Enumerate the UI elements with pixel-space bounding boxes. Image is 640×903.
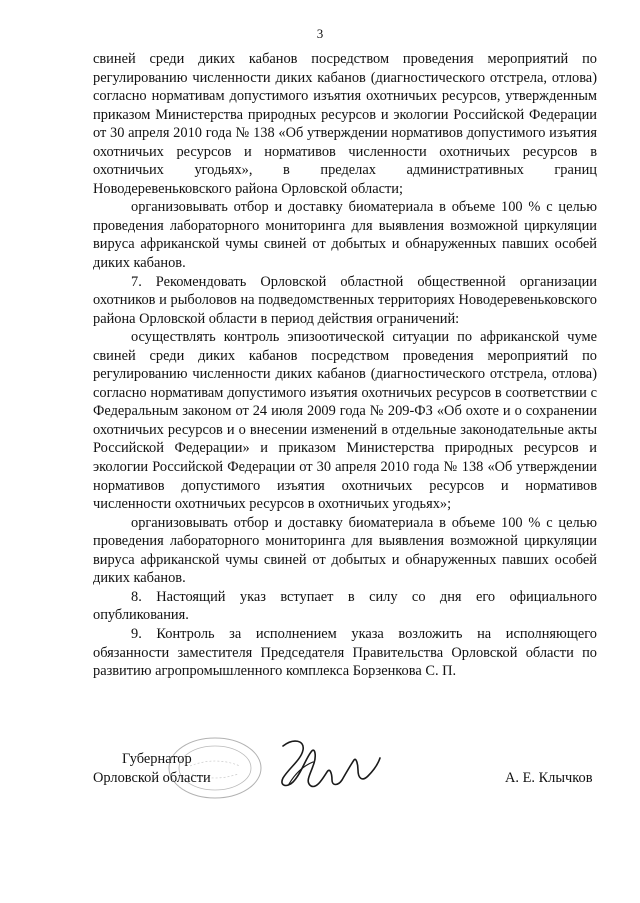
signatory-title: Губернатор <box>122 751 192 767</box>
paragraph-item-7: 7. Рекомендовать Орловской областной общественной организации охотников и рыболовов на подведомственных территориях Новодеревеньковского района Орловской области в период действия ограничений: <box>93 273 597 327</box>
paragraph-control: осуществлять контроль эпизоотической ситуации по африканской чуме свиней среди диких кабанов посредством проведения мероприятий по регулированию численности диких кабанов (диагностического отстрела, отлова) согласно нормативам допустимого изъятия охотничьих ресурсов в соответствии с Федеральным законом от 24 июля 2009 года № 209-ФЗ «Об охоте и о сохранении охотничьих ресурсов и о внесении изменений в отдельные законодательные акты Российской Федерации» и приказом Министерства природных ресурсов и экологии Российской Федерации от 30 апреля 2010 года № 138 «Об утверждении нормативов допустимого изъятия охотничьих ресурсов и нормативов численности охотничьих ресурсов в охотничьих угодьях»; <box>93 329 597 513</box>
paragraph-biomaterial-2: организовывать отбор и доставку биоматериала в объеме 100 % с целью проведения лабораторного мониторинга для выявления возможной циркуляции вируса африканской чумы свиней от добытых и обнаруженных павших особей диких кабанов. <box>93 514 597 587</box>
signature-block <box>0 730 640 820</box>
signatory-name: А. Е. Клычков <box>505 770 593 786</box>
paragraph-biomaterial-1: организовывать отбор и доставку биоматериала в объеме 100 % с целью проведения лабораторного мониторинга для выявления возможной циркуляции вируса африканской чумы свиней от добытых и обнаруженных павших особей диких кабанов. <box>93 199 597 272</box>
signatory-region: Орловской области <box>93 770 211 786</box>
paragraph-continuation: свиней среди диких кабанов посредством проведения мероприятий по регулированию численности диких кабанов (диагностического отстрела, отлова) согласно нормативам допустимого изъятия охотничьих ресурсов, утвержденным приказом Министерства природных ресурсов и экологии Российской Федерации от 30 апреля 2010 года № 138 «Об утверждении нормативов допустимого изъятия охотничьих ресурсов и нормативов численности охотничьих ресурсов в охотничьих угодьях», в пределах административных границ Новодеревеньковского района Орловской области; <box>93 51 597 197</box>
paragraph-item-8: 8. Настоящий указ вступает в силу со дня его официального опубликования. <box>93 588 597 624</box>
document-body <box>93 50 597 681</box>
paragraph-item-9: 9. Контроль за исполнением указа возложить на исполняющего обязанности заместителя Председателя Правительства Орловской области по развитию агропромышленного комплекса Борзенкова С. П. <box>93 625 597 680</box>
page-number: 3 <box>316 26 324 41</box>
handwritten-signature-icon <box>275 734 385 806</box>
